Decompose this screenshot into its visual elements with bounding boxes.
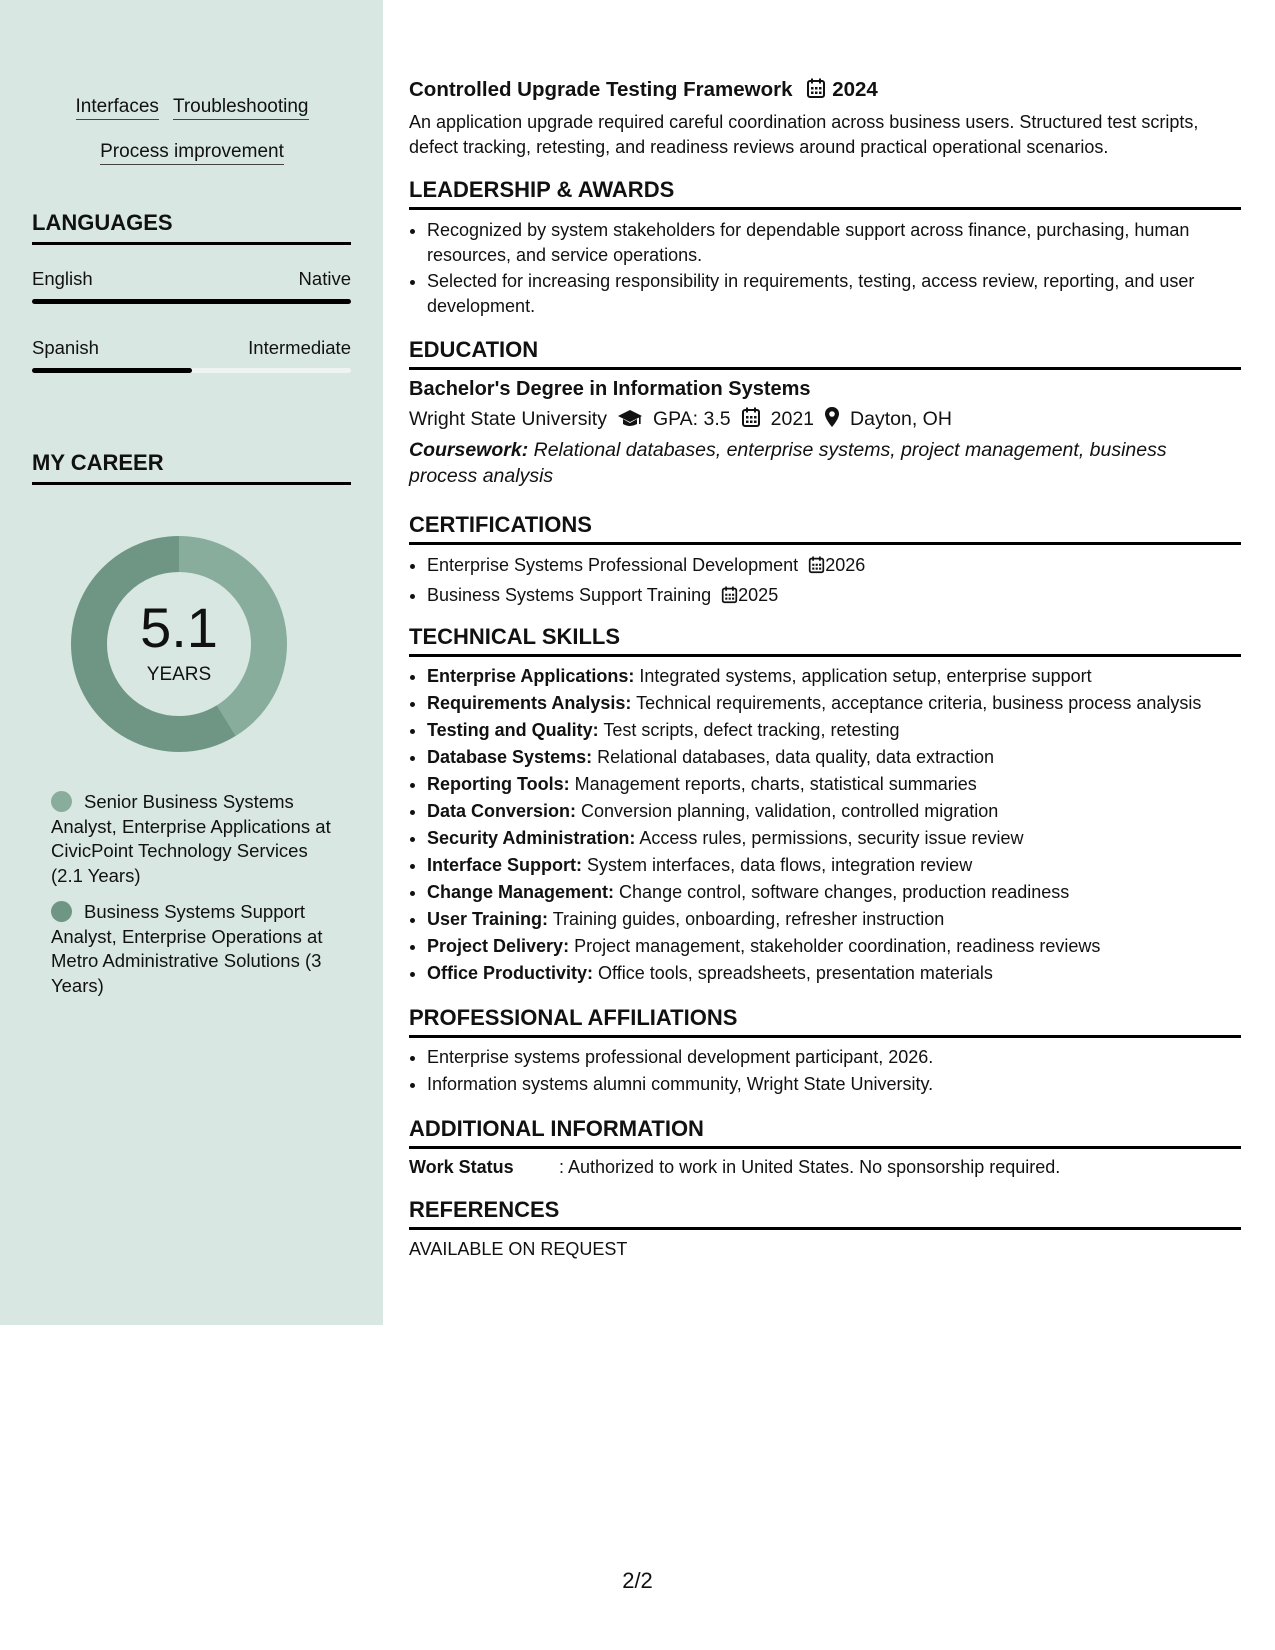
language-bar-fill — [32, 368, 192, 373]
career-item — [51, 900, 331, 998]
technical-skills-heading: TECHNICAL SKILLS — [409, 624, 1241, 657]
leadership-heading: LEADERSHIP & AWARDS — [409, 177, 1241, 210]
gpa: GPA: 3.5 — [652, 408, 731, 430]
work-status-value: : Authorized to work in United States. No sponsorship required. — [559, 1157, 1061, 1177]
list-item: • Recognized by system stakeholders for dependable support across finance, purchasing, human resources, and service operations. — [427, 218, 1259, 267]
skill-label: Data Conversion: — [427, 801, 577, 821]
skill-item — [427, 961, 1259, 986]
affiliations-heading: PROFESSIONAL AFFILIATIONS — [409, 1005, 1241, 1038]
skill-label: Project Delivery: — [427, 936, 570, 956]
list-item: • Information systems alumni community, Wright State University. — [427, 1072, 1259, 1097]
skill-text: Conversion planning, validation, controlled migration — [576, 801, 999, 821]
skill-label: Database Systems: — [427, 747, 593, 767]
skill-item — [427, 691, 1259, 716]
language-bar-fill — [32, 299, 351, 304]
skill-label: Change Management: — [427, 882, 615, 902]
language-bar — [32, 299, 351, 304]
career-list — [51, 790, 331, 1010]
list-item: • Selected for increasing responsibility in requirements, testing, access review, reporting, and user development. — [427, 269, 1259, 318]
sidebar — [0, 0, 383, 1325]
skill-label: Security Administration: — [427, 828, 636, 848]
graduation-cap-icon — [617, 408, 643, 434]
coursework-label: Coursework: — [409, 439, 529, 461]
skill-text: System interfaces, data flows, integration review — [582, 855, 973, 875]
language-name: English — [32, 268, 93, 289]
skill-tag: Interfaces — [76, 95, 159, 120]
affiliations-list — [409, 1045, 1259, 1098]
skill-label: Requirements Analysis: — [427, 693, 632, 713]
skill-label: Interface Support: — [427, 855, 583, 875]
career-years-value: 5.1 — [140, 596, 218, 659]
career-item-text: Senior Business Systems Analyst, Enterprise Applications at CivicPoint Technology Services (2.1 Years) — [51, 791, 331, 886]
location-pin-icon — [824, 406, 840, 434]
skills-tags — [32, 84, 352, 174]
cert-name: Business Systems Support Training — [427, 584, 712, 605]
cert-name: Enterprise Systems Professional Development — [427, 555, 799, 575]
education-meta — [409, 406, 952, 434]
coursework-text: Relational databases, enterprise systems, project management, business process analysis — [409, 439, 1167, 487]
career-dot-icon — [51, 791, 72, 812]
skill-item — [427, 907, 1259, 932]
references-heading: REFERENCES — [409, 1197, 1241, 1230]
work-status — [409, 1157, 1060, 1178]
list-item — [427, 553, 1259, 581]
additional-info-heading: ADDITIONAL INFORMATION — [409, 1116, 1241, 1149]
project-title-row — [409, 78, 878, 105]
skill-label: Testing and Quality: — [427, 720, 599, 740]
skill-text: Test scripts, defect tracking, retesting — [598, 720, 900, 740]
language-level: Native — [298, 268, 351, 289]
degree-title: Bachelor's Degree in Information Systems — [409, 378, 811, 400]
languages-heading: LANGUAGES — [32, 210, 351, 245]
skill-label: Office Productivity: — [427, 963, 594, 983]
leadership-list — [409, 218, 1259, 320]
language-level: Intermediate — [248, 337, 351, 358]
skill-item — [427, 772, 1259, 797]
school-name: Wright State University — [409, 408, 607, 430]
graduation-year: 2021 — [770, 408, 815, 430]
page-number: 2/2 — [622, 1568, 653, 1593]
skill-text: Access rules, permissions, security issue review — [635, 828, 1024, 848]
project-year: 2024 — [832, 78, 878, 101]
technical-skills-list — [409, 664, 1259, 988]
language-bar — [32, 368, 351, 373]
certifications-heading: CERTIFICATIONS — [409, 512, 1241, 545]
skill-label: Reporting Tools: — [427, 774, 570, 794]
skill-item — [427, 745, 1259, 770]
career-heading: MY CAREER — [32, 450, 351, 485]
language-name: Spanish — [32, 337, 99, 358]
skill-text: Project management, stakeholder coordination, readiness reviews — [569, 936, 1101, 956]
work-status-label: Work Status — [409, 1157, 514, 1177]
list-item: • Enterprise systems professional development participant, 2026. — [427, 1045, 1259, 1070]
skill-tag: Process improvement — [100, 140, 284, 165]
cert-year: 2025 — [738, 584, 779, 605]
career-years-label: YEARS — [146, 664, 212, 685]
skill-item — [427, 799, 1259, 824]
skill-text: Change control, software changes, production readiness — [614, 882, 1070, 902]
list-item — [427, 583, 1259, 611]
calendar-icon — [721, 586, 738, 611]
skill-text: Integrated systems, application setup, enterprise support — [634, 666, 1092, 686]
calendar-icon — [741, 407, 761, 434]
coursework — [409, 437, 1209, 489]
education-heading: EDUCATION — [409, 337, 1241, 370]
skill-text: Technical requirements, acceptance criteria, business process analysis — [631, 693, 1202, 713]
skill-item — [427, 880, 1259, 905]
school-location: Dayton, OH — [850, 408, 952, 430]
career-dot-icon — [51, 901, 72, 922]
skill-item — [427, 664, 1259, 689]
skill-text: Management reports, charts, statistical summaries — [569, 774, 977, 794]
skill-text: Relational databases, data quality, data extraction — [592, 747, 995, 767]
cert-year: 2026 — [825, 555, 866, 575]
skill-text: Office tools, spreadsheets, presentation materials — [593, 963, 993, 983]
project-description: An application upgrade required careful coordination across business users. Structured test scripts, defect tracking, retesting, and readiness reviews around practical operational scenarios. — [409, 112, 1199, 157]
calendar-icon — [806, 78, 826, 105]
certifications-list — [409, 553, 1259, 612]
project-title: Controlled Upgrade Testing Framework — [409, 78, 793, 101]
calendar-icon — [808, 556, 825, 581]
skill-item — [427, 826, 1259, 851]
skill-label: User Training: — [427, 909, 549, 929]
skill-item — [427, 934, 1259, 959]
skill-item — [427, 853, 1259, 878]
skill-label: Enterprise Applications: — [427, 666, 635, 686]
career-item-text: Business Systems Support Analyst, Enterprise Operations at Metro Administrative Solutions (3 Years) — [51, 901, 323, 996]
skill-item — [427, 718, 1259, 743]
references-text: AVAILABLE ON REQUEST — [409, 1239, 628, 1259]
skill-tag: Troubleshooting — [173, 95, 309, 120]
career-item — [51, 790, 331, 888]
skill-text: Training guides, onboarding, refresher instruction — [548, 909, 945, 929]
